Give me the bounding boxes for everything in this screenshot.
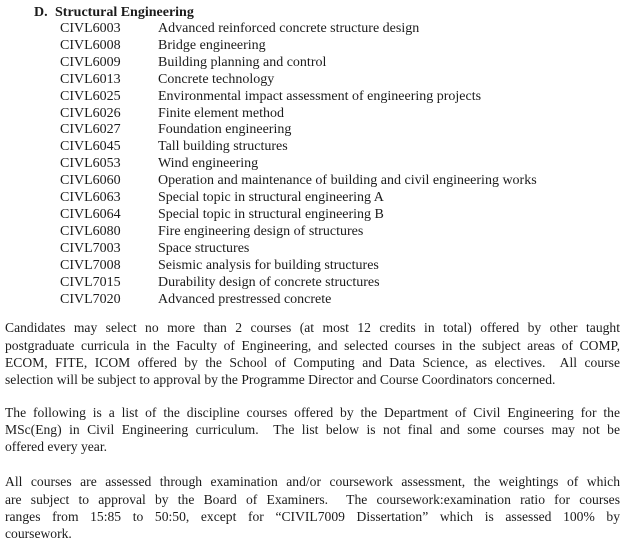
paragraph-line: ECOM, FITE, ICOM offered by the School of Computing and Data Science, as electives. All course (5, 355, 620, 370)
paragraph-line: The following is a list of the discipline courses offered by the Department of Civil Engineering for the (5, 404, 620, 420)
paragraph-line: All courses are assessed through examination and/or coursework assessment, the weightings of which (5, 474, 620, 490)
course-code: CIVL6080 (60, 223, 121, 239)
course-title: Tall building structures (158, 139, 288, 155)
course-title: Space structures (158, 240, 250, 256)
course-code: CIVL7020 (60, 291, 121, 307)
course-code: CIVL6009 (60, 54, 121, 70)
course-code: CIVL6063 (60, 190, 121, 206)
course-title: Fire engineering design of structures (158, 223, 364, 239)
section-label: D. (34, 5, 48, 20)
course-code: CIVL6060 (60, 173, 121, 189)
course-row (60, 72, 625, 89)
course-row (60, 122, 625, 139)
paragraph-line: postgraduate curricula in the Faculty of Engineering, and selected courses in the subject areas of COMP, (5, 337, 620, 353)
course-code: CIVL7008 (60, 257, 121, 273)
course-list (0, 21, 625, 308)
course-title: Foundation engineering (158, 122, 292, 138)
course-row (60, 38, 625, 55)
course-title: Seismic analysis for building structures (158, 257, 379, 273)
course-row (60, 106, 625, 123)
course-code: CIVL7003 (60, 240, 121, 256)
course-code: CIVL6025 (60, 88, 121, 104)
paragraph-assessment-note (5, 473, 620, 542)
course-code: CIVL7015 (60, 274, 121, 290)
course-title: Concrete technology (158, 71, 275, 87)
course-title: Durability design of concrete structures (158, 274, 380, 290)
course-row (60, 156, 625, 173)
course-code: CIVL6008 (60, 37, 121, 53)
course-row (60, 224, 625, 241)
course-title: Finite element method (158, 105, 284, 121)
course-row (60, 241, 625, 258)
course-title: Building planning and control (158, 54, 327, 70)
course-row (60, 190, 625, 207)
course-code: CIVL6027 (60, 122, 121, 138)
paragraph-line: Candidates may select no more than 2 courses (at most 12 credits in total) offered by other taught (5, 320, 620, 336)
paragraph-line: selection will be subject to approval by the Programme Director and Course Coordinators concerned. (5, 372, 556, 388)
course-code: CIVL6013 (60, 71, 121, 87)
course-title: Environmental impact assessment of engineering projects (158, 88, 482, 104)
course-row (60, 292, 625, 309)
paragraph-course-list-note (5, 404, 620, 456)
course-code: CIVL6003 (60, 21, 121, 36)
section-heading (0, 4, 625, 21)
paragraph-line: offered every year. (5, 439, 108, 455)
course-code: CIVL6026 (60, 105, 121, 121)
course-row (60, 139, 625, 156)
paragraph-line: coursework. (5, 526, 72, 542)
paragraph-line: are subject to approval by the Board of Examiners. The coursework:examination ratio for courses (5, 491, 620, 507)
course-row (60, 55, 625, 72)
course-title: Advanced reinforced concrete structure design (158, 21, 420, 36)
paragraph-electives-rule (5, 319, 620, 388)
course-code: CIVL6064 (60, 206, 121, 222)
section-title: Structural Engineering (55, 5, 194, 20)
course-row (60, 275, 625, 292)
course-row (60, 207, 625, 224)
course-title: Wind engineering (158, 156, 259, 172)
course-row (60, 89, 625, 106)
course-code: CIVL6053 (60, 156, 121, 172)
course-title: Advanced prestressed concrete (158, 291, 332, 307)
course-row (60, 258, 625, 275)
course-row (60, 21, 625, 38)
paragraph-line: MSc(Eng) in Civil Engineering curriculum. The list below is not final and some courses may not be (5, 421, 620, 437)
paragraph-line: ranges from 15:85 to 50:50, except for “CIVIL7009 Dissertation” which is assessed 100% by (5, 509, 620, 525)
course-title: Special topic in structural engineering A (158, 190, 384, 206)
course-row (60, 173, 625, 190)
course-code: CIVL6045 (60, 139, 121, 155)
course-title: Special topic in structural engineering B (158, 206, 384, 222)
course-title: Operation and maintenance of building and civil engineering works (158, 173, 537, 189)
course-title: Bridge engineering (158, 37, 266, 53)
